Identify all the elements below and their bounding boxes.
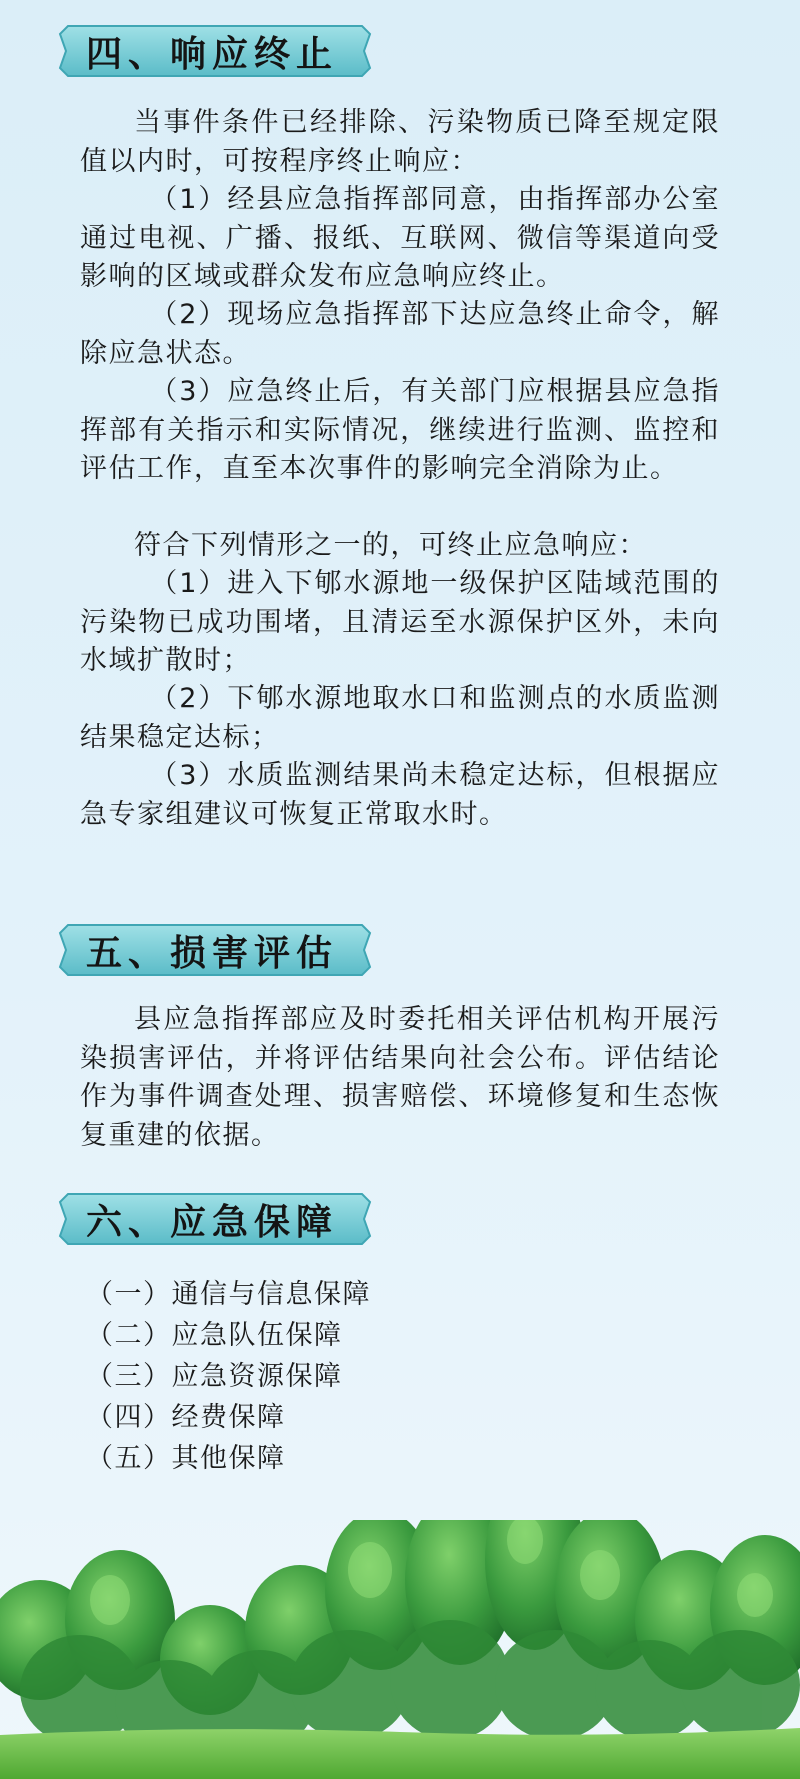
- list-item: （四）经费保障: [86, 1402, 286, 1433]
- paragraph: （2）现场应急指挥部下达应急终止命令，解除应急状态。: [80, 299, 720, 369]
- paragraph: （2）下郇水源地取水口和监测点的水质监测结果稳定达标；: [80, 683, 720, 753]
- paragraph: 符合下列情形之一的，可终止应急响应：: [134, 530, 647, 561]
- paragraph: （3）水质监测结果尚未稳定达标，但根据应急专家组建议可恢复正常取水时。: [80, 760, 720, 830]
- list-item: （五）其他保障: [86, 1443, 286, 1474]
- section-title: 六、应急保障: [86, 1201, 339, 1243]
- grass-field: [0, 1728, 800, 1779]
- section-heading-response-termination: [58, 24, 372, 78]
- tree-line-illustration: [0, 1520, 800, 1779]
- paragraph: （3）应急终止后，有关部门应根据县应急指挥部有关指示和实际情况，继续进行监测、监控和评估工作，直至本次事件的影响完全消除为止。: [80, 376, 720, 484]
- paragraph: （1）进入下郇水源地一级保护区陆域范围的污染物已成功围堵，且清运至水源保护区外，未向水域扩散时；: [80, 568, 720, 676]
- paragraph: 县应急指挥部应及时委托相关评估机构开展污染损害评估，并将评估结果向社会公布。评估结论作为事件调查处理、损害赔偿、环境修复和生态恢复重建的依据。: [80, 1004, 720, 1151]
- list-item: （三）应急资源保障: [86, 1361, 343, 1392]
- list-item: （二）应急队伍保障: [86, 1320, 343, 1351]
- section-title: 四、响应终止: [86, 33, 339, 75]
- section-heading-emergency-support: [58, 1192, 372, 1246]
- paragraph: （1）经县应急指挥部同意，由指挥部办公室通过电视、广播、报纸、互联网、微信等渠道向受影响的区域或群众发布应急响应终止。: [80, 184, 720, 292]
- support-list: [86, 1274, 371, 1479]
- section-heading-damage-assessment: [58, 923, 372, 977]
- paragraph: 当事件条件已经排除、污染物质已降至规定限值以内时，可按程序终止响应：: [80, 107, 720, 177]
- section-title: 五、损害评估: [86, 932, 339, 974]
- list-item: （一）通信与信息保障: [86, 1279, 371, 1310]
